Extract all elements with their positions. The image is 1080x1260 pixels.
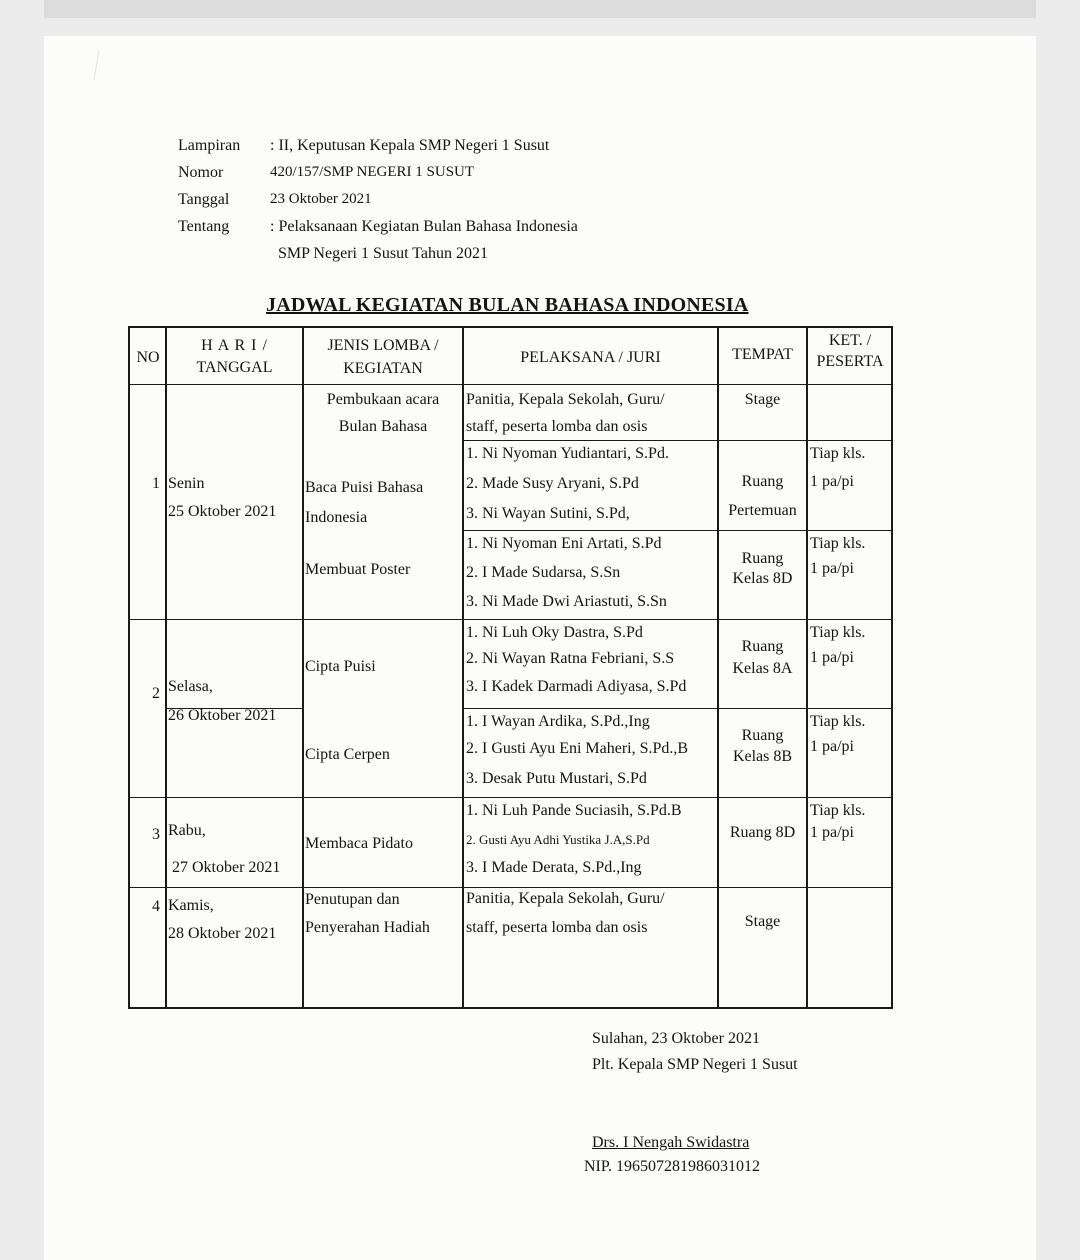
venue: Kelas 8A xyxy=(732,660,793,677)
judge-entry: staff, peserta lomba dan osis xyxy=(466,919,648,936)
participant-note: Tiap kls. xyxy=(810,535,866,552)
tanggal-value: 23 Oktober 2021 xyxy=(270,191,372,207)
judge-entry: 1. Ni Nyoman Yudiantari, S.Pd. xyxy=(466,445,669,462)
top-bar xyxy=(44,0,1036,18)
header-pelaksana: PELAKSANA / JURI xyxy=(520,349,661,366)
day-number: 3 xyxy=(152,826,160,843)
participant-note: 1 pa/pi xyxy=(810,560,854,577)
participant-note: Tiap kls. xyxy=(810,445,866,462)
header-kegiatan: KEGIATAN xyxy=(343,360,423,377)
activity-name: Baca Puisi Bahasa xyxy=(305,479,424,496)
day-name: Senin xyxy=(168,475,205,492)
tentang-value: : Pelaksanaan Kegiatan Bulan Bahasa Indonesia xyxy=(270,218,578,235)
row-rule xyxy=(463,708,893,709)
judge-entry: 2. Made Susy Aryani, S.Pd xyxy=(466,475,639,492)
document-page xyxy=(44,36,1036,1260)
lampiran-label: Lampiran xyxy=(178,137,241,154)
participant-note: Tiap kls. xyxy=(810,713,866,730)
judge-entry: staff, peserta lomba dan osis xyxy=(466,418,648,435)
tentang-label: Tentang xyxy=(178,218,230,235)
judge-entry: Panitia, Kepala Sekolah, Guru/ xyxy=(466,391,665,408)
venue: Ruang xyxy=(741,550,784,567)
participant-note: 1 pa/pi xyxy=(810,824,854,841)
judge-entry: 1. Ni Luh Pande Suciasih, S.Pd.B xyxy=(466,802,682,819)
header-tanggal: TANGGAL xyxy=(196,359,273,376)
row-rule xyxy=(463,530,893,531)
signer-name: Drs. I Nengah Swidastra xyxy=(592,1134,750,1151)
judge-entry: 2. Gusti Ayu Adhi Yustika J.A,S.Pd xyxy=(466,832,650,847)
venue: Stage xyxy=(744,913,781,930)
participant-note: 1 pa/pi xyxy=(810,738,854,755)
activity-name: Membaca Pidato xyxy=(305,835,413,852)
activity-name: Penutupan dan xyxy=(305,891,400,908)
tanggal-label: Tanggal xyxy=(178,191,230,208)
nomor-label: Nomor xyxy=(178,164,224,181)
signer-position: Plt. Kepala SMP Negeri 1 Susut xyxy=(592,1056,798,1073)
activity-name: Cipta Cerpen xyxy=(305,746,390,763)
day-rule xyxy=(130,887,893,888)
venue: Ruang xyxy=(741,638,784,655)
judge-entry: 3. I Made Derata, S.Pd.,Ing xyxy=(466,859,642,876)
day-name: Rabu, xyxy=(168,822,206,839)
day-number: 1 xyxy=(152,475,160,492)
day-date: 28 Oktober 2021 xyxy=(168,925,277,942)
venue: Ruang xyxy=(741,473,784,490)
judge-entry: 3. I Kadek Darmadi Adiyasa, S.Pd xyxy=(466,678,687,695)
tentang-value-2: SMP Negeri 1 Susut Tahun 2021 xyxy=(278,245,488,262)
venue: Pertemuan xyxy=(728,502,797,519)
column-rule xyxy=(165,328,167,1009)
day-rule xyxy=(130,619,893,620)
header-hari: H A R I / xyxy=(201,337,268,354)
lampiran-value: : II, Keputusan Kepala SMP Negeri 1 Susut xyxy=(270,137,550,154)
judge-entry: 1. Ni Luh Oky Dastra, S.Pd xyxy=(466,624,643,641)
day-name: Kamis, xyxy=(168,897,214,914)
nomor-value: 420/157/SMP NEGERI 1 SUSUT xyxy=(270,164,475,180)
header-jenis: JENIS LOMBA / xyxy=(327,337,439,354)
signature-block xyxy=(584,1026,798,1175)
page-title: JADWAL KEGIATAN BULAN BAHASA INDONESIA xyxy=(266,294,749,316)
judge-entry: 2. I Gusti Ayu Eni Maheri, S.Pd.,B xyxy=(466,740,689,757)
activity-name: Cipta Puisi xyxy=(305,658,376,675)
participant-note: 1 pa/pi xyxy=(810,649,854,666)
day-rule xyxy=(130,797,893,798)
activity-name: Pembukaan acara xyxy=(326,391,440,408)
venue: Stage xyxy=(744,391,781,408)
venue: Ruang xyxy=(741,727,784,744)
day-date: 25 Oktober 2021 xyxy=(168,503,277,520)
participant-note: 1 pa/pi xyxy=(810,473,854,490)
judge-entry: Panitia, Kepala Sekolah, Guru/ xyxy=(466,890,665,907)
participant-note: Tiap kls. xyxy=(810,802,866,819)
judge-entry: 1. I Wayan Ardika, S.Pd.,Ing xyxy=(466,713,650,730)
row-rule xyxy=(463,440,893,441)
venue: Kelas 8B xyxy=(732,748,793,765)
judge-entry: 2. I Made Sudarsa, S.Sn xyxy=(466,564,621,581)
judge-entry: 3. Desak Putu Mustari, S.Pd xyxy=(466,770,647,787)
day-number: 2 xyxy=(152,685,160,702)
paper-crease xyxy=(93,50,159,80)
place-date: Sulahan, 23 Oktober 2021 xyxy=(592,1030,760,1047)
day-name: Selasa, xyxy=(168,678,213,695)
day-date: 26 Oktober 2021 xyxy=(168,707,277,724)
judge-entry: 2. Ni Wayan Ratna Febriani, S.S xyxy=(466,650,675,667)
activity-name: Bulan Bahasa xyxy=(338,418,428,435)
venue: Kelas 8D xyxy=(732,570,793,587)
venue: Ruang 8D xyxy=(729,824,796,841)
activity-name: Penyerahan Hadiah xyxy=(305,919,430,936)
signer-nip: NIP. 196507281986031012 xyxy=(584,1158,761,1175)
schedule-table xyxy=(128,326,893,1009)
activity-name: Membuat Poster xyxy=(305,561,411,578)
judge-entry: 3. Ni Wayan Sutini, S.Pd, xyxy=(466,505,630,522)
judge-entry: 1. Ni Nyoman Eni Artati, S.Pd xyxy=(466,535,662,552)
header-peserta: PESERTA xyxy=(816,353,884,370)
day-number: 4 xyxy=(152,898,160,915)
header-rule xyxy=(130,384,893,385)
day-date: 27 Oktober 2021 xyxy=(172,859,281,876)
activity-name: Indonesia xyxy=(305,509,368,526)
header-no: NO xyxy=(136,349,160,366)
participant-note: Tiap kls. xyxy=(810,624,866,641)
judge-entry: 3. Ni Made Dwi Ariastuti, S.Sn xyxy=(466,593,667,610)
header-ket: KET. / xyxy=(828,332,872,349)
header-tempat: TEMPAT xyxy=(732,346,793,363)
